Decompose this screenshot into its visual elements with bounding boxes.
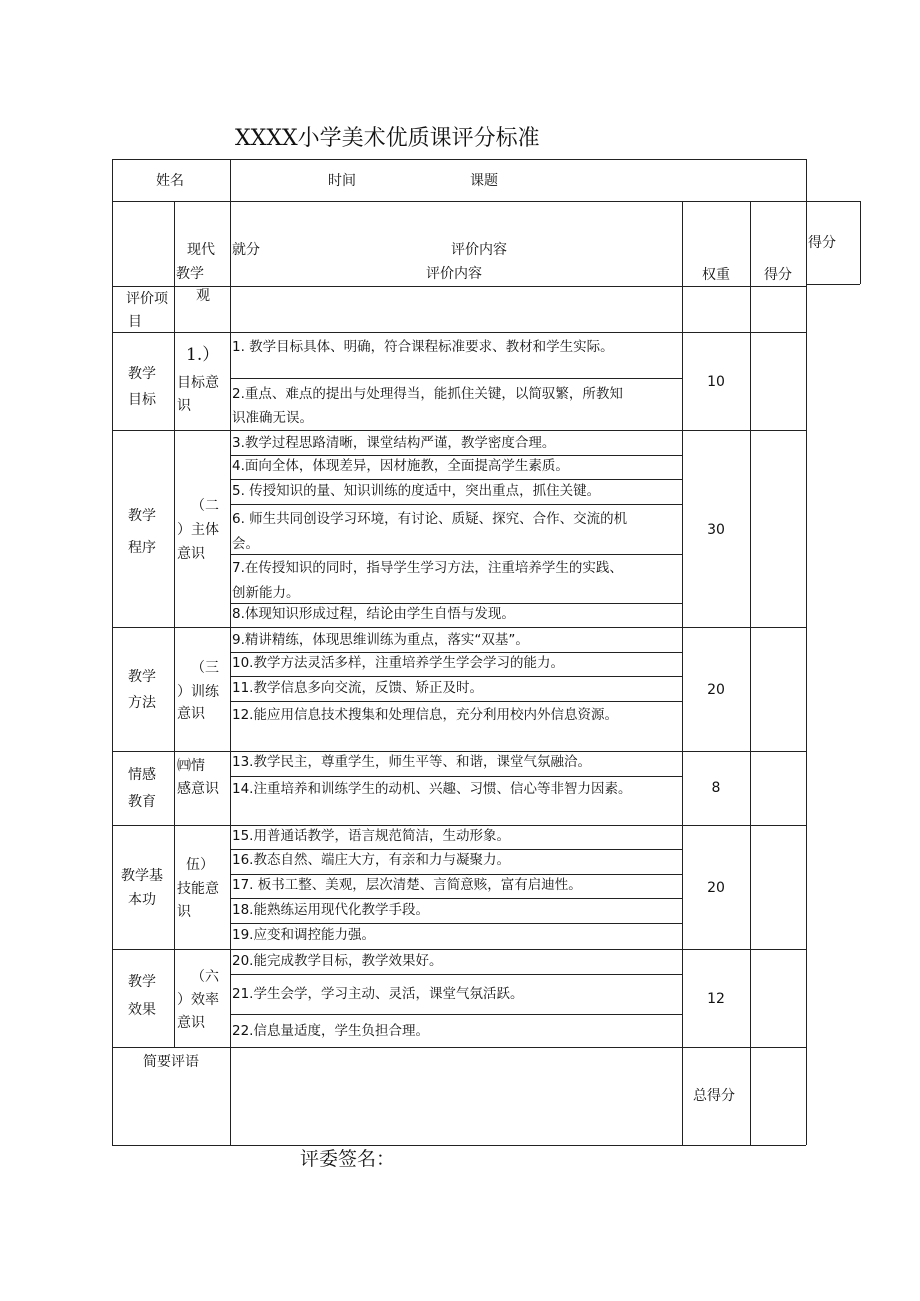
awareness-label: 1.） [186, 345, 220, 365]
eval-content-header: 评价内容 [451, 242, 507, 258]
awareness-label: ）主体 [177, 522, 219, 538]
criterion-item: 22.信息量适度，学生负担合理。 [232, 1023, 429, 1039]
rule [230, 652, 682, 653]
rule [112, 159, 806, 160]
modern-teaching-label: 观 [196, 288, 210, 304]
criterion-item: 11.教学信息多向交流，反馈、矫正及时。 [232, 680, 483, 696]
rule [230, 701, 682, 702]
rule [112, 159, 113, 1145]
criterion-item: 创新能力。 [232, 585, 300, 601]
rule [806, 284, 860, 285]
criterion-item: 6. 师生共同创设学习环境，有讨论、质疑、探究、合作、交流的机 [232, 511, 628, 527]
eval-content-header: 评价内容 [426, 266, 482, 282]
rule [230, 603, 682, 604]
rule [230, 874, 682, 875]
criterion-item: 3.教学过程思路清晰，课堂结构严谨，教学密度合理。 [232, 435, 556, 451]
awareness-label: ㈣情 [177, 758, 205, 774]
weight-value: 8 [711, 780, 721, 796]
rule [230, 479, 682, 480]
awareness-label: ）训练 [177, 684, 219, 700]
rule [806, 159, 807, 1145]
eval-project-name: 教学 [128, 366, 156, 382]
eval-project-name: 教育 [128, 794, 156, 810]
rule [230, 378, 682, 379]
rule [112, 1145, 806, 1146]
awareness-label: 意识 [177, 706, 205, 722]
eval-project-name: 目标 [128, 392, 156, 408]
rule [112, 1047, 806, 1048]
weight-value: 30 [707, 522, 725, 538]
rule [860, 201, 861, 284]
criterion-item: 1. 教学目标具体、明确，符合课程标准要求、教材和学生实际。 [232, 339, 614, 355]
eval-project-name: 本功 [128, 892, 156, 908]
criterion-item: 9.精讲精练，体现思维训练为重点，落实“双基”。 [232, 632, 529, 648]
rule [230, 676, 682, 677]
rule [230, 554, 682, 555]
eval-project-header: 目 [128, 314, 142, 330]
weight-value: 12 [707, 991, 725, 1007]
rule [230, 923, 682, 924]
eval-project-name: 教学 [128, 508, 156, 524]
criterion-item: 5. 传授知识的量、知识训练的度适中，突出重点，抓住关键。 [232, 483, 601, 499]
criterion-item: 13.教学民主，尊重学生，师生平等、和谐，课堂气氛融洽。 [232, 754, 591, 770]
criterion-item: 7.在传授知识的同时，指导学生学习方法，注重培养学生的实践、 [232, 560, 623, 576]
awareness-label: （三 [191, 660, 219, 676]
signature-label: 评委签名： [300, 1148, 396, 1170]
eval-project-name: 教学 [128, 669, 156, 685]
criterion-item: 19.应变和调控能力强。 [232, 927, 375, 943]
criterion-item: 20.能完成教学目标，教学效果好。 [232, 953, 443, 969]
total-score-label: 总得分 [693, 1088, 735, 1104]
modern-teaching-label: 现代 [187, 242, 215, 258]
eval-project-name: 程序 [128, 540, 156, 556]
score-header-outer: 得分 [808, 235, 836, 251]
awareness-label: 技能意 [177, 881, 219, 897]
rule [230, 504, 682, 505]
weight-value: 20 [707, 880, 725, 896]
awareness-label: 识 [177, 904, 191, 920]
rule [230, 159, 231, 1145]
criterion-item: 8.体现知识形成过程，结论由学生自悟与发现。 [232, 606, 515, 622]
awareness-label: 伍） [186, 857, 214, 873]
criterion-item: 21.学生会学，学习主动、灵活，课堂气氛活跃。 [232, 986, 524, 1002]
eval-project-name: 教学基 [121, 868, 163, 884]
criterion-item: 15.用普通话教学，语言规范简洁，生动形象。 [232, 828, 510, 844]
criterion-item: 会。 [232, 536, 259, 552]
awareness-label: ）效率 [177, 992, 219, 1008]
awareness-label: （二 [191, 498, 219, 514]
rule [230, 776, 682, 777]
rule [230, 974, 682, 975]
awareness-label: 目标意 [177, 375, 219, 391]
criterion-item: 10.教学方法灵活多样，注重培养学生学会学习的能力。 [232, 655, 564, 671]
rule [112, 751, 806, 752]
criterion-item: 17. 板书工整、美观，层次清楚、言简意赅，富有启迪性。 [232, 877, 582, 893]
score-header: 得分 [764, 267, 792, 283]
weight-header: 权重 [702, 267, 730, 283]
eval-project-header: 评价项 [126, 291, 168, 307]
rule [112, 430, 806, 431]
rule [112, 627, 806, 628]
rule [174, 201, 175, 1047]
eval-project-name: 情感 [128, 767, 156, 783]
weight-value: 10 [707, 374, 725, 390]
rule [112, 201, 806, 202]
rule [750, 201, 751, 1145]
rule [806, 201, 860, 202]
awareness-label: 感意识 [177, 781, 219, 797]
criterion-item: 4.面向全体，体现差异，因材施教，全面提高学生素质。 [232, 458, 569, 474]
rule [112, 949, 806, 950]
rule [230, 455, 682, 456]
page-title: XXXX小学美术优质课评分标准 [235, 126, 540, 151]
awareness-label: （六 [191, 969, 219, 985]
topic-label: 课题 [470, 173, 498, 189]
rule [230, 898, 682, 899]
eval-project-name: 效果 [128, 1002, 156, 1018]
awareness-label: 识 [177, 398, 191, 414]
criterion-item: 16.教态自然、端庄大方，有亲和力与凝聚力。 [232, 852, 510, 868]
weight-value: 20 [707, 682, 725, 698]
rule [230, 1014, 682, 1015]
name-label: 姓名 [156, 173, 184, 189]
rule [112, 332, 806, 333]
comments-label: 简要评语 [143, 1054, 199, 1070]
criterion-item: 识准确无误。 [232, 410, 313, 426]
criterion-item: 12.能应用信息技术搜集和处理信息，充分利用校内外信息资源。 [232, 707, 618, 723]
modern-teaching-label: 教学 [176, 266, 204, 282]
awareness-label: 意识 [177, 1015, 205, 1031]
awareness-label: 意识 [177, 546, 205, 562]
eval-project-name: 方法 [128, 695, 156, 711]
jiufen-label: 就分 [232, 242, 260, 258]
criterion-item: 14.注重培养和训练学生的动机、兴趣、习惯、信心等非智力因素。 [232, 781, 632, 797]
rule [112, 825, 806, 826]
rule [230, 849, 682, 850]
criterion-item: 2.重点、难点的提出与处理得当，能抓住关键，以简驭繁，所教知 [232, 386, 623, 402]
rule [112, 286, 806, 287]
criterion-item: 18.能熟练运用现代化教学手段。 [232, 902, 429, 918]
eval-project-name: 教学 [128, 974, 156, 990]
time-label: 时间 [328, 173, 356, 189]
